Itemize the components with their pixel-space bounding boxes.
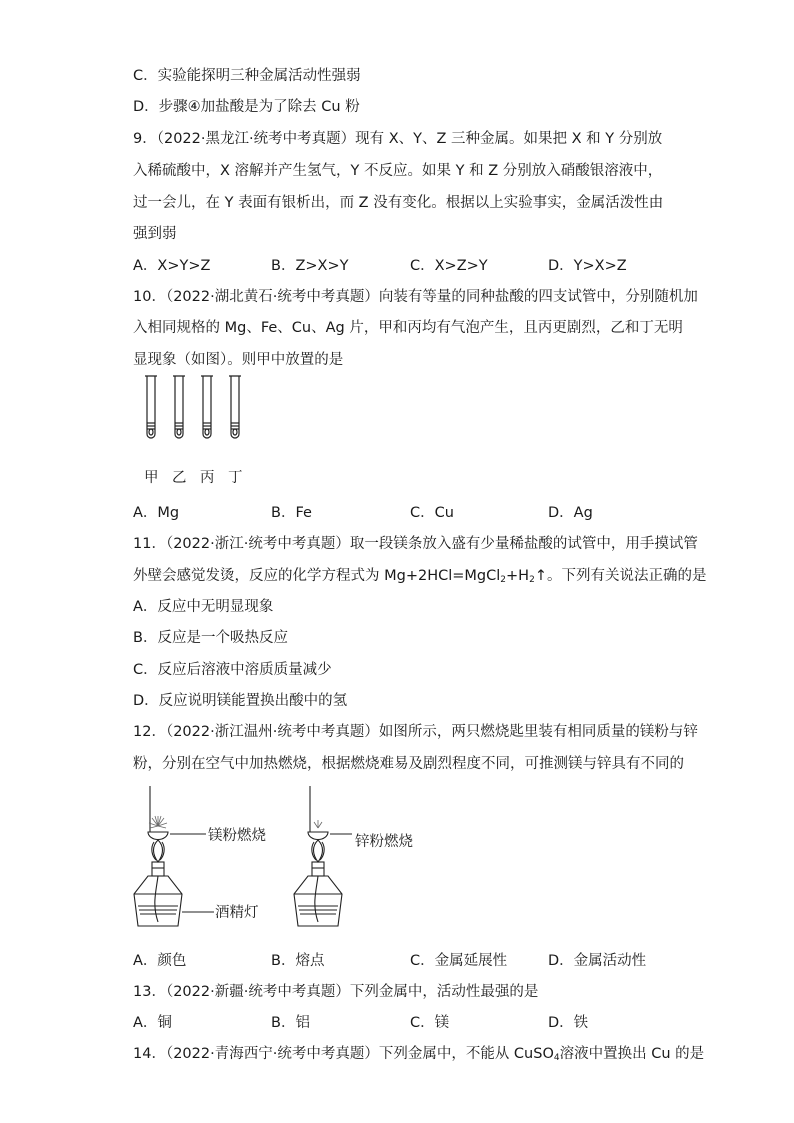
q12-option-c: C．金属延展性 bbox=[410, 953, 508, 969]
q9-option-a: A．X>Y>Z bbox=[133, 258, 211, 274]
test-tube-3 bbox=[201, 376, 213, 438]
tube-label-2: 乙 bbox=[172, 470, 187, 486]
zinc-flame-rays bbox=[314, 820, 322, 828]
q12-stem-line-1: 12．（2022·浙江温州·统考中考真题）如图所示，两只燃烧匙里装有相同质量的镁粉与锌 bbox=[133, 724, 698, 740]
q9-option-c: C．X>Z>Y bbox=[410, 258, 488, 274]
q13-stem-line-1: 13．（2022·新疆·统考中考真题）下列金属中，活动性最强的是 bbox=[133, 984, 539, 1000]
q14-subscript: 4 bbox=[553, 1053, 560, 1063]
q9-stem-line-1: 9．（2022·黑龙江·统考中考真题）现有 X、Y、Z 三种金属。如果把 X 和 Y 分别放 bbox=[133, 131, 663, 147]
q10-stem-line-2: 入相同规格的 Mg、Fe、Cu、Ag 片，甲和丙均有气泡产生，且丙更剧烈，乙和丁无明 bbox=[133, 320, 683, 336]
q13-option-a: A．铜 bbox=[133, 1015, 172, 1031]
q12-option-d: D．金属活动性 bbox=[548, 953, 647, 969]
q11-equation-post: ↑。下列有关说法正确的是 bbox=[534, 568, 707, 584]
q11-subscript-2: 2 bbox=[529, 575, 535, 585]
magnesium-flame-rays bbox=[149, 816, 167, 828]
test-tubes-figure bbox=[140, 374, 250, 446]
q11-stem-line-1: 11．（2022·浙江·统考中考真题）取一段镁条放入盛有少量稀盐酸的试管中，用手摸试管 bbox=[133, 536, 698, 552]
q14-stem-post: 溶液中置换出 Cu 的是 bbox=[559, 1046, 705, 1062]
q10-stem-line-1: 10．（2022·湖北黄石·统考中考真题）向装有等量的同种盐酸的四支试管中，分别随机加 bbox=[133, 289, 698, 305]
test-tube-4 bbox=[229, 376, 241, 438]
q9-stem-line-3: 过一会儿，在 Y 表面有银析出，而 Z 没有变化。根据以上实验事实，金属活泼性由 bbox=[133, 195, 664, 211]
q11-stem-line-2 bbox=[133, 566, 706, 590]
q11-subscript-1: 2 bbox=[500, 575, 507, 585]
q9-stem-line-2: 入稀硫酸中，X 溶解并产生氢气，Y 不反应。如果 Y 和 Z 分别放入硝酸银溶液中， bbox=[133, 163, 663, 179]
test-tube-1 bbox=[145, 376, 157, 438]
q13-option-d: D．铁 bbox=[548, 1015, 589, 1031]
magnesium-spoon-apparatus bbox=[134, 786, 206, 926]
q10-stem-line-3: 显现象（如图）。则甲中放置的是 bbox=[133, 352, 344, 368]
tube-label-3: 丙 bbox=[200, 470, 215, 486]
tube-label-1: 甲 bbox=[144, 470, 159, 486]
tube-label-4: 丁 bbox=[228, 470, 243, 486]
q11-option-a: A．反应中无明显现象 bbox=[133, 599, 274, 615]
combustion-apparatus-figure bbox=[130, 782, 430, 942]
q9-option-d: D．Y>X>Z bbox=[548, 258, 627, 274]
q10-option-d: D．Ag bbox=[548, 505, 593, 521]
q13-option-c: C．镁 bbox=[410, 1015, 450, 1031]
q9-stem-line-4: 强到弱 bbox=[133, 226, 177, 242]
magnesium-combustion-label: 镁粉燃烧 bbox=[208, 828, 266, 844]
q12-option-b: B．熔点 bbox=[271, 953, 325, 969]
zinc-spoon-apparatus bbox=[294, 786, 352, 926]
q11-equation-pre: 外壁会感觉发烫，反应的化学方程式为 Mg+2HCl=MgCl bbox=[133, 568, 501, 584]
q12-stem-line-2: 粉，分别在空气中加热燃烧，根据燃烧难易及剧烈程度不同，可推测镁与锌具有不同的 bbox=[133, 756, 684, 772]
q10-option-a: A．Mg bbox=[133, 505, 180, 521]
q10-option-b: B．Fe bbox=[271, 505, 312, 521]
q13-option-b: B．铝 bbox=[271, 1015, 310, 1031]
q11-option-d: D．反应说明镁能置换出酸中的氢 bbox=[133, 693, 348, 709]
q14-stem-pre: 14．（2022·青海西宁·统考中考真题）下列金属中，不能从 CuSO bbox=[133, 1046, 554, 1062]
zinc-combustion-label: 锌粉燃烧 bbox=[355, 834, 413, 850]
q11-option-c: C．反应后溶液中溶质质量减少 bbox=[133, 662, 332, 678]
q8-option-d: D．步骤④加盐酸是为了除去 Cu 粉 bbox=[133, 99, 360, 115]
q12-option-a: A．颜色 bbox=[133, 953, 187, 969]
q11-equation-mid: +H bbox=[506, 568, 530, 584]
q10-option-c: C．Cu bbox=[410, 505, 454, 521]
q8-option-c: C．实验能探明三种金属活动性强弱 bbox=[133, 68, 361, 84]
q11-option-b: B．反应是一个吸热反应 bbox=[133, 630, 288, 646]
q9-option-b: B．Z>X>Y bbox=[271, 258, 349, 274]
alcohol-lamp-label: 酒精灯 bbox=[215, 905, 259, 921]
q14-stem-line-1 bbox=[133, 1044, 704, 1068]
test-tube-2 bbox=[173, 376, 185, 438]
